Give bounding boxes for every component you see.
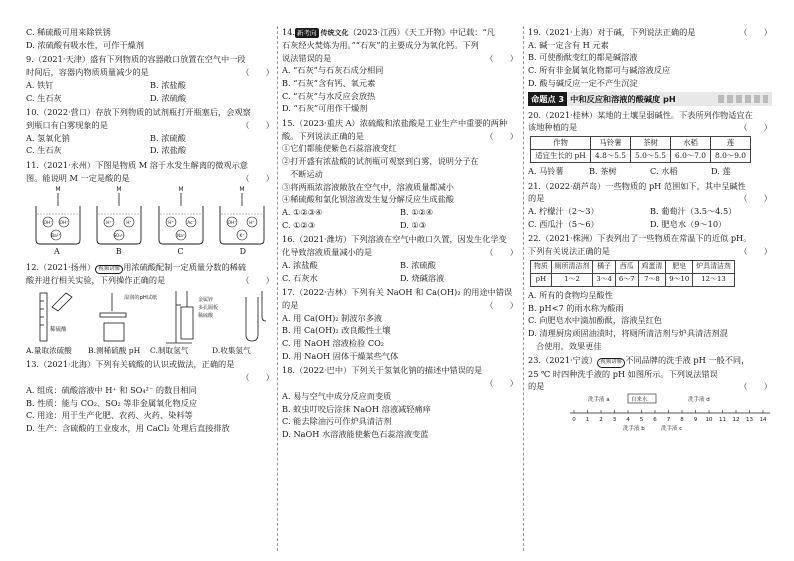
option-c: C. 生石灰 [26,145,62,156]
option-b: B. 蚊虫叮咬后涂抹 NaOH 溶液减轻痛痒 [282,403,431,414]
svg-text:K⁺: K⁺ [239,234,245,240]
option-c: C.制取氢气 [150,345,189,355]
beaker-b [97,186,141,244]
svg-text:Ba²⁺: Ba²⁺ [51,234,61,240]
option-b: B. 可使酚酞变红的都是碱溶液 [528,52,638,63]
option-d: D. “石灰”可用作干燥剂 [282,103,368,114]
option-d: D. 生产：含硫酸的工业废水，用 CaCl₂ 处理后直接排放 [26,422,230,433]
question-stem: 的是 （ ） [528,381,772,392]
ph-tick-label: 4 [626,416,630,423]
column-left [26,26,274,437]
question-stem [26,371,274,384]
question-stem: 说法错误的是 （ ） [282,52,518,63]
video-badge[interactable]: 视频讲解 [597,358,625,367]
figure-label-d: D [239,247,246,257]
option-d: D. 肥皂水（9～10） [650,218,727,229]
svg-text:H⁺: H⁺ [126,221,132,227]
question-10 [26,106,274,157]
table-row: pH 1～2 3～4 6～7 7～8 9～10 12～13 [531,273,735,286]
option-a: A.量取浓硫酸 [26,345,72,355]
table-header-row: 物质 厕所清洁剂 橘子 西瓜 鸡蛋清 肥皂 炉具清洁剂 [531,260,735,273]
statement-item: ②打开盛有浓盐酸的试剂瓶可观察到白雾，说明分子在 [282,156,479,167]
option-d: D. 莲 [711,165,731,176]
svg-text:多孔隔板: 多孔隔板 [198,304,219,311]
question-stem: 该地种植的是 （ ） [528,122,772,133]
question-stem: 16.（2021·潍坊）下列溶液在空气中敞口久置，因发生化学变 [282,234,507,245]
topic-number: 命题点 3 [528,92,567,106]
svg-text:M: M [116,186,122,194]
option-b: B. 浓盐酸 [150,79,186,90]
question-stem: 15.（2023·重庆 A）浓硫酸和浓盐酸是工业生产中重要的两种 [282,118,508,129]
svg-text:湿润的pH试纸: 湿润的pH试纸 [124,294,158,301]
question-stem: 12.（2021·扬州） 视频讲解 用浓硫酸配制一定质量分数的稀硫 [26,261,274,274]
topic-title: 中和反应和溶液的酸碱度 pH [570,93,676,104]
svg-text:OH⁻: OH⁻ [227,221,237,227]
question-stem: 的是 （ ） [528,193,772,204]
question-22 [528,232,772,352]
option-c: C. 向肥皂水中滴加酚酞，溶液呈红色 [528,315,662,326]
option-d: D. 烧碱溶液 [400,272,445,283]
svg-text:Na⁺: Na⁺ [176,234,186,240]
question-stem: 18.（2022·巴中）下列关于氢氧化钠的描述中错误的是 [282,365,483,376]
answer-paren: （ ） [485,247,518,258]
question-stem: 22.（2021·株洲）下表列出了一些物质在常温下的近似 pH。 [528,233,752,244]
svg-text:H⁺: H⁺ [106,221,112,227]
svg-text:H⁺: H⁺ [168,221,174,227]
svg-text:Ac⁻: Ac⁻ [187,221,195,227]
column-divider [277,26,278,551]
answer-paren: （ ） [485,52,518,63]
option-b: B. 浓硫酸 [150,132,186,143]
option-a: A. 氢氧化钠 [26,132,70,143]
option-a: A. 用 Ca(OH)₂ 制波尔多液 [282,312,383,323]
question-stem: 图。能说明 M 一定是酸的是 （ ） [26,172,274,183]
answer-paren: （ ） [485,299,518,310]
question-21 [528,180,772,231]
question-stem [282,377,518,390]
option-b: B. ①②④ [400,206,434,217]
answer-paren: （ ） [739,193,772,204]
option-d: D. 酸与碱反应一定不产生沉淀 [528,77,638,88]
ph-tick-label: 8 [680,416,684,423]
table-header-row: 作物 马铃薯 茶树 水稻 莲 [531,136,751,149]
svg-text:M: M [178,186,184,194]
ph-tick-label: 9 [693,416,698,423]
ph-tick-label: 13 [746,416,753,423]
ph-tick-label: 14 [759,416,767,423]
answer-paren: （ ） [739,381,772,392]
column-right [528,26,772,435]
question-stem: 23.（2021·宁波） 视频讲解 不同品牌的洗手液 pH 一般不同， [528,354,772,367]
svg-text:OH⁻: OH⁻ [59,221,69,227]
option-b: B. 茶树 [589,165,617,176]
label-handwash-b: 洗手液 b [623,425,645,432]
question-16 [282,233,518,284]
question-stem: 14. 新考向 传统文化（2023·江西）《天工开物》中记载：“凡 [282,27,495,37]
question-stem: 10.（2022·营口）存放下列物质的试剂瓶打开瓶塞后，会观察 [26,107,251,118]
question-8-tail [26,26,274,51]
answer-paren: （ ） [241,372,274,383]
question-stem: 21.（2022·葫芦岛）一些物质的 pH 范围如下，其中呈碱性 [528,180,746,191]
lab-apparatus-figure [26,287,274,345]
option-d: D. 浓硫酸 [150,92,187,103]
option-c: C. 稀硫酸可用来除铁锈 [26,27,111,37]
table-row: 适宜生长的 pH 4.8～5.5 5.0～5.5 6.0～7.0 8.0～9.0 [531,149,751,162]
option-c: C. 生石灰 [26,92,62,103]
option-c: C. 石灰水 [282,272,318,283]
option-a: A. 易与空气中成分反应而变质 [282,390,392,401]
answer-paren: （ ） [241,119,274,130]
ph-tick-label: 7 [666,416,671,423]
beaker-d [220,186,264,244]
label-handwash-c: 洗手液 c [661,425,683,432]
answer-paren: （ ） [739,122,772,133]
decorative-stripe [718,95,768,103]
question-stem: 25 ℃ 时四种洗手液的 pH 如图所示。下列说法错误 [528,368,718,379]
option-b: B.测稀硫酸 pH [88,345,141,355]
option-b: B. 性质：能与 CO₂、SO₂ 等非金属氧化物反应 [26,397,198,408]
option-d: D. NaOH 水溶液能使紫色石蕊溶液变蓝 [282,428,429,439]
svg-text:稀硫酸: 稀硫酸 [198,312,214,319]
ph-tick-label: 5 [639,416,644,423]
figure-label-a: A [53,247,60,257]
label-tap-water: 自来水 [631,396,648,403]
question-stem: 化导致溶液质量减小的是 （ ） [282,247,518,258]
answer-paren: （ ） [241,67,274,78]
question-stem: 下列有关说法正确的是 （ ） [528,246,772,257]
option-b: B. “石灰”含有钙、氧元素 [282,77,376,88]
topic-header [528,92,772,106]
beaker-c [159,186,203,244]
label-handwash-a: 洗手液 a [588,396,610,403]
option-c: C. 用途：用于生产化肥、农药、火药、染料等 [26,410,193,421]
answer-paren: （ ） [485,378,518,389]
ph-tick-label: 6 [653,416,657,423]
svg-text:H⁺: H⁺ [249,221,255,227]
question-17 [282,286,518,362]
ph-scale-figure [528,393,772,433]
question-stem: 19.（2021·上海）对于碱，下列说法正确的是 （ ） [528,27,772,37]
ph-tick-label: 12 [732,416,740,423]
svg-text:金属锌: 金属锌 [198,296,214,303]
option-d: D. 清理厨房顽固油渍时，将厕所清洁剂与炉具清洁剂混 [528,327,728,338]
column-divider [523,26,524,551]
option-a: A. 柠檬汁（2～3） [528,206,599,217]
ph-tick-label: 11 [719,416,726,423]
option-a: A. 浓盐酸 [282,259,318,270]
label-handwash-d: 洗手液 d [688,396,710,403]
svg-text:SO₄²⁻: SO₄²⁻ [113,233,125,239]
option-b: B. 葡萄汁（3.5～4.5） [650,206,737,217]
question-stem: 的是 （ ） [282,299,518,310]
column-middle [282,26,518,443]
question-19 [528,26,772,90]
question-13 [26,358,274,434]
option-c: C. 西瓜汁（5～6） [528,218,599,229]
option-b: B. 用 Ca(OH)₂ 改良酸性土壤 [282,325,391,336]
beaker-ion-figure [26,184,274,246]
figure-label-b: B [115,247,122,257]
question-20 [528,109,772,178]
question-14 [282,26,518,115]
option-d: D. 浓盐酸 [150,145,187,156]
ph-tick-label: 0 [572,416,576,423]
question-stem: 石灰经火焚炼为用。”“石灰”的主要成分为氧化钙。下列 [282,39,479,50]
question-stem: 到瓶口有白雾现象的是 （ ） [26,119,274,130]
beaker-a [36,186,80,244]
question-11 [26,159,274,259]
option-c: C. 水稻 [650,165,678,176]
question-stem: 时间后，容器内物质质量减少的是 （ ） [26,67,274,78]
answer-paren: （ ） [739,246,772,257]
option-a: A. 组成：硫酸溶液中 H⁺ 和 SO₄²⁻ 的数目相同 [26,384,197,395]
statement-item: ①它们都能使紫色石蕊溶液变红 [282,143,397,154]
option-a: A. ①②③④ [282,206,323,217]
ph-tick-label: 1 [585,416,590,423]
option-c: C. 所有非金属氧化物都可与碱溶液反应 [528,65,671,76]
figure-label-c: C [177,247,184,257]
ph-tick-label: 10 [705,416,713,423]
option-a: A. 碱一定含有 H 元素 [528,39,609,50]
svg-text:M: M [239,186,245,194]
option-a: A. 所有的食物均呈酸性 [528,289,613,300]
question-15 [282,117,518,231]
option-c: C. 用 NaOH 溶液检验 CO₂ [282,338,385,349]
answer-paren: （ ） [739,27,772,37]
option-d: D.收集氢气 [212,345,251,355]
new-trend-badge: 新考向 [297,29,317,37]
ph-axis-ticks [572,410,767,423]
question-9 [26,53,274,104]
statement-item: ④稀硫酸和氯化钡溶液发生复分解反应生成盐酸 [282,194,454,205]
substance-ph-table [530,260,735,287]
ph-tick-label: 2 [599,416,603,423]
question-stem: 9.（2021·天津）盛有下列物质的容器敞口放置在空气中一段 [26,54,246,65]
question-23 [528,354,772,433]
answer-paren: （ ） [241,274,274,285]
option-d-continued: 合使用，效果更佳 [536,340,602,351]
option-d: D. 用 NaOH 固体干燥某些气体 [282,350,399,361]
option-c: C. “石灰”与水反应会放热 [282,90,376,101]
question-12 [26,261,274,357]
question-stem: 13.（2021·北海）下列有关硫酸的认识或做法，正确的是 [26,359,235,370]
option-c: C. ①②③ [282,219,316,230]
option-b: B. 浓硫酸 [400,259,436,270]
ph-tick-label: 3 [612,416,617,423]
answer-paren: （ ） [241,172,274,183]
video-badge[interactable]: 视频讲解 [95,265,123,274]
option-d: D. 浓硫酸有吸水性，可作干燥剂 [26,39,144,50]
option-d: D. ①③ [400,219,427,230]
question-stem: 20.（2021·桂林）某地的土壤呈弱碱性。下表所列作物适宜在 [528,109,753,120]
question-stem: 17.（2022·吉林）下列有关 NaOH 和 Ca(OH)₂ 的用途中错误 [282,287,513,298]
question-stem: 11.（2021·永州）下图是物质 M 溶于水发生解离的微观示意 [26,160,248,171]
svg-text:OH⁻: OH⁻ [43,221,53,227]
svg-text:M: M [55,186,61,194]
question-stem: 酸并进行相关实验，下列操作正确的是 （ ） [26,274,274,285]
option-c: C. 能去除油污可作炉具清洁剂 [282,416,392,427]
option-a: A. 铁钉 [26,79,54,90]
question-18 [282,364,518,440]
option-a: A. “石灰”与石灰石成分相同 [282,65,384,76]
statement-item: 不断运动 [290,168,323,179]
svg-text:稀硫酸: 稀硫酸 [50,326,67,333]
statement-item: ③将两瓶浓溶液敞放在空气中，溶液质量都减小 [282,181,454,192]
question-stem: 酸。下列说法正确的是 （ ） [282,130,518,141]
crop-ph-table [530,136,751,163]
option-b: B. pH<7 的雨水称为酸雨 [528,302,624,313]
option-a: A. 马铃薯 [528,165,564,176]
answer-paren: （ ） [485,130,518,141]
